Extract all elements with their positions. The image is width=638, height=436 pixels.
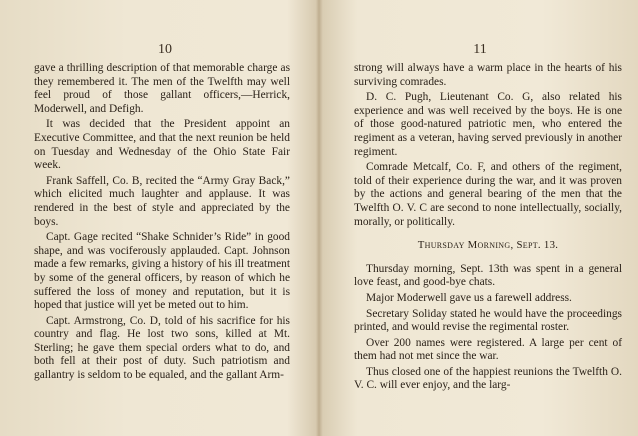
paragraph: Secretary Soliday stated he would have the proceedings printed, and would revise the regimental roster. xyxy=(354,307,622,334)
paragraph: Comrade Metcalf, Co. F, and others of the regiment, told of their experience during the war, and it was proven by the actions and general bearing of the men that the Twelfth O. V. C are second to none intellectually, socially, morally, or politically. xyxy=(354,161,622,228)
page-number-left: 10 xyxy=(158,42,172,57)
paragraph: It was decided that the President appoint an Executive Committee, and that the next reunion be held on Tuesday and Wednesday of the Ohio State Fair week. xyxy=(34,118,290,172)
paragraph: gave a thrilling description of that memorable charge as they remembered it. The men of the Twelfth may well feel proud of those gallant officers,—Herrick, Moderwell, and Defigh. xyxy=(34,62,290,115)
section-heading: Thursday Morning, Sept. 13. xyxy=(417,239,559,252)
paragraph: Capt. Gage recited “Shake Schnider’s Ride” in good shape, and was vociferously applauded. Capt. Johnson made a few remarks, giving a history of his ill treatment by some of the general officers, by reason of which he suffered the loss of money and reputation, but it is hoped that justice will yet be meted out to him. xyxy=(34,231,290,312)
paragraph: Thursday morning, Sept. 13th was spent in a general love feast, and good-bye chats. xyxy=(354,262,622,289)
paragraph: D. C. Pugh, Lieutenant Co. G, also related his experience and was well received by the boys. He is one of those good-natured patriotic men, who entered the regiment as a veteran, having served previously in another regiment. xyxy=(354,91,622,158)
left-page-text xyxy=(34,62,290,385)
paragraph: Thus closed one of the happiest reunions the Twelfth O. V. C. will ever enjoy, and the larg- xyxy=(354,365,622,392)
paragraph: Frank Saffell, Co. B, recited the “Army Gray Back,” which elicited much laughter and applause. It was rendered in the best of style and appreciated by the boys. xyxy=(34,174,290,228)
paragraph: Over 200 names were registered. A large per cent of them had not met since the war. xyxy=(354,336,622,363)
left-page xyxy=(0,0,318,436)
right-page xyxy=(320,0,638,436)
paragraph: strong will always have a warm place in the hearts of his surviving comrades. xyxy=(354,62,622,88)
right-page-text xyxy=(354,62,622,395)
paragraph: Major Moderwell gave us a farewell address. xyxy=(366,291,572,304)
paragraph: Capt. Armstrong, Co. D, told of his sacrifice for his country and flag. He lost two sons, killed at Mt. Sterling; he gave them special orders what to do, and both fell at their post of duty. Such patriotism and gallantry is seldom to be equaled, and the gallant Arm- xyxy=(34,314,290,382)
page-number-right: 11 xyxy=(473,42,487,57)
